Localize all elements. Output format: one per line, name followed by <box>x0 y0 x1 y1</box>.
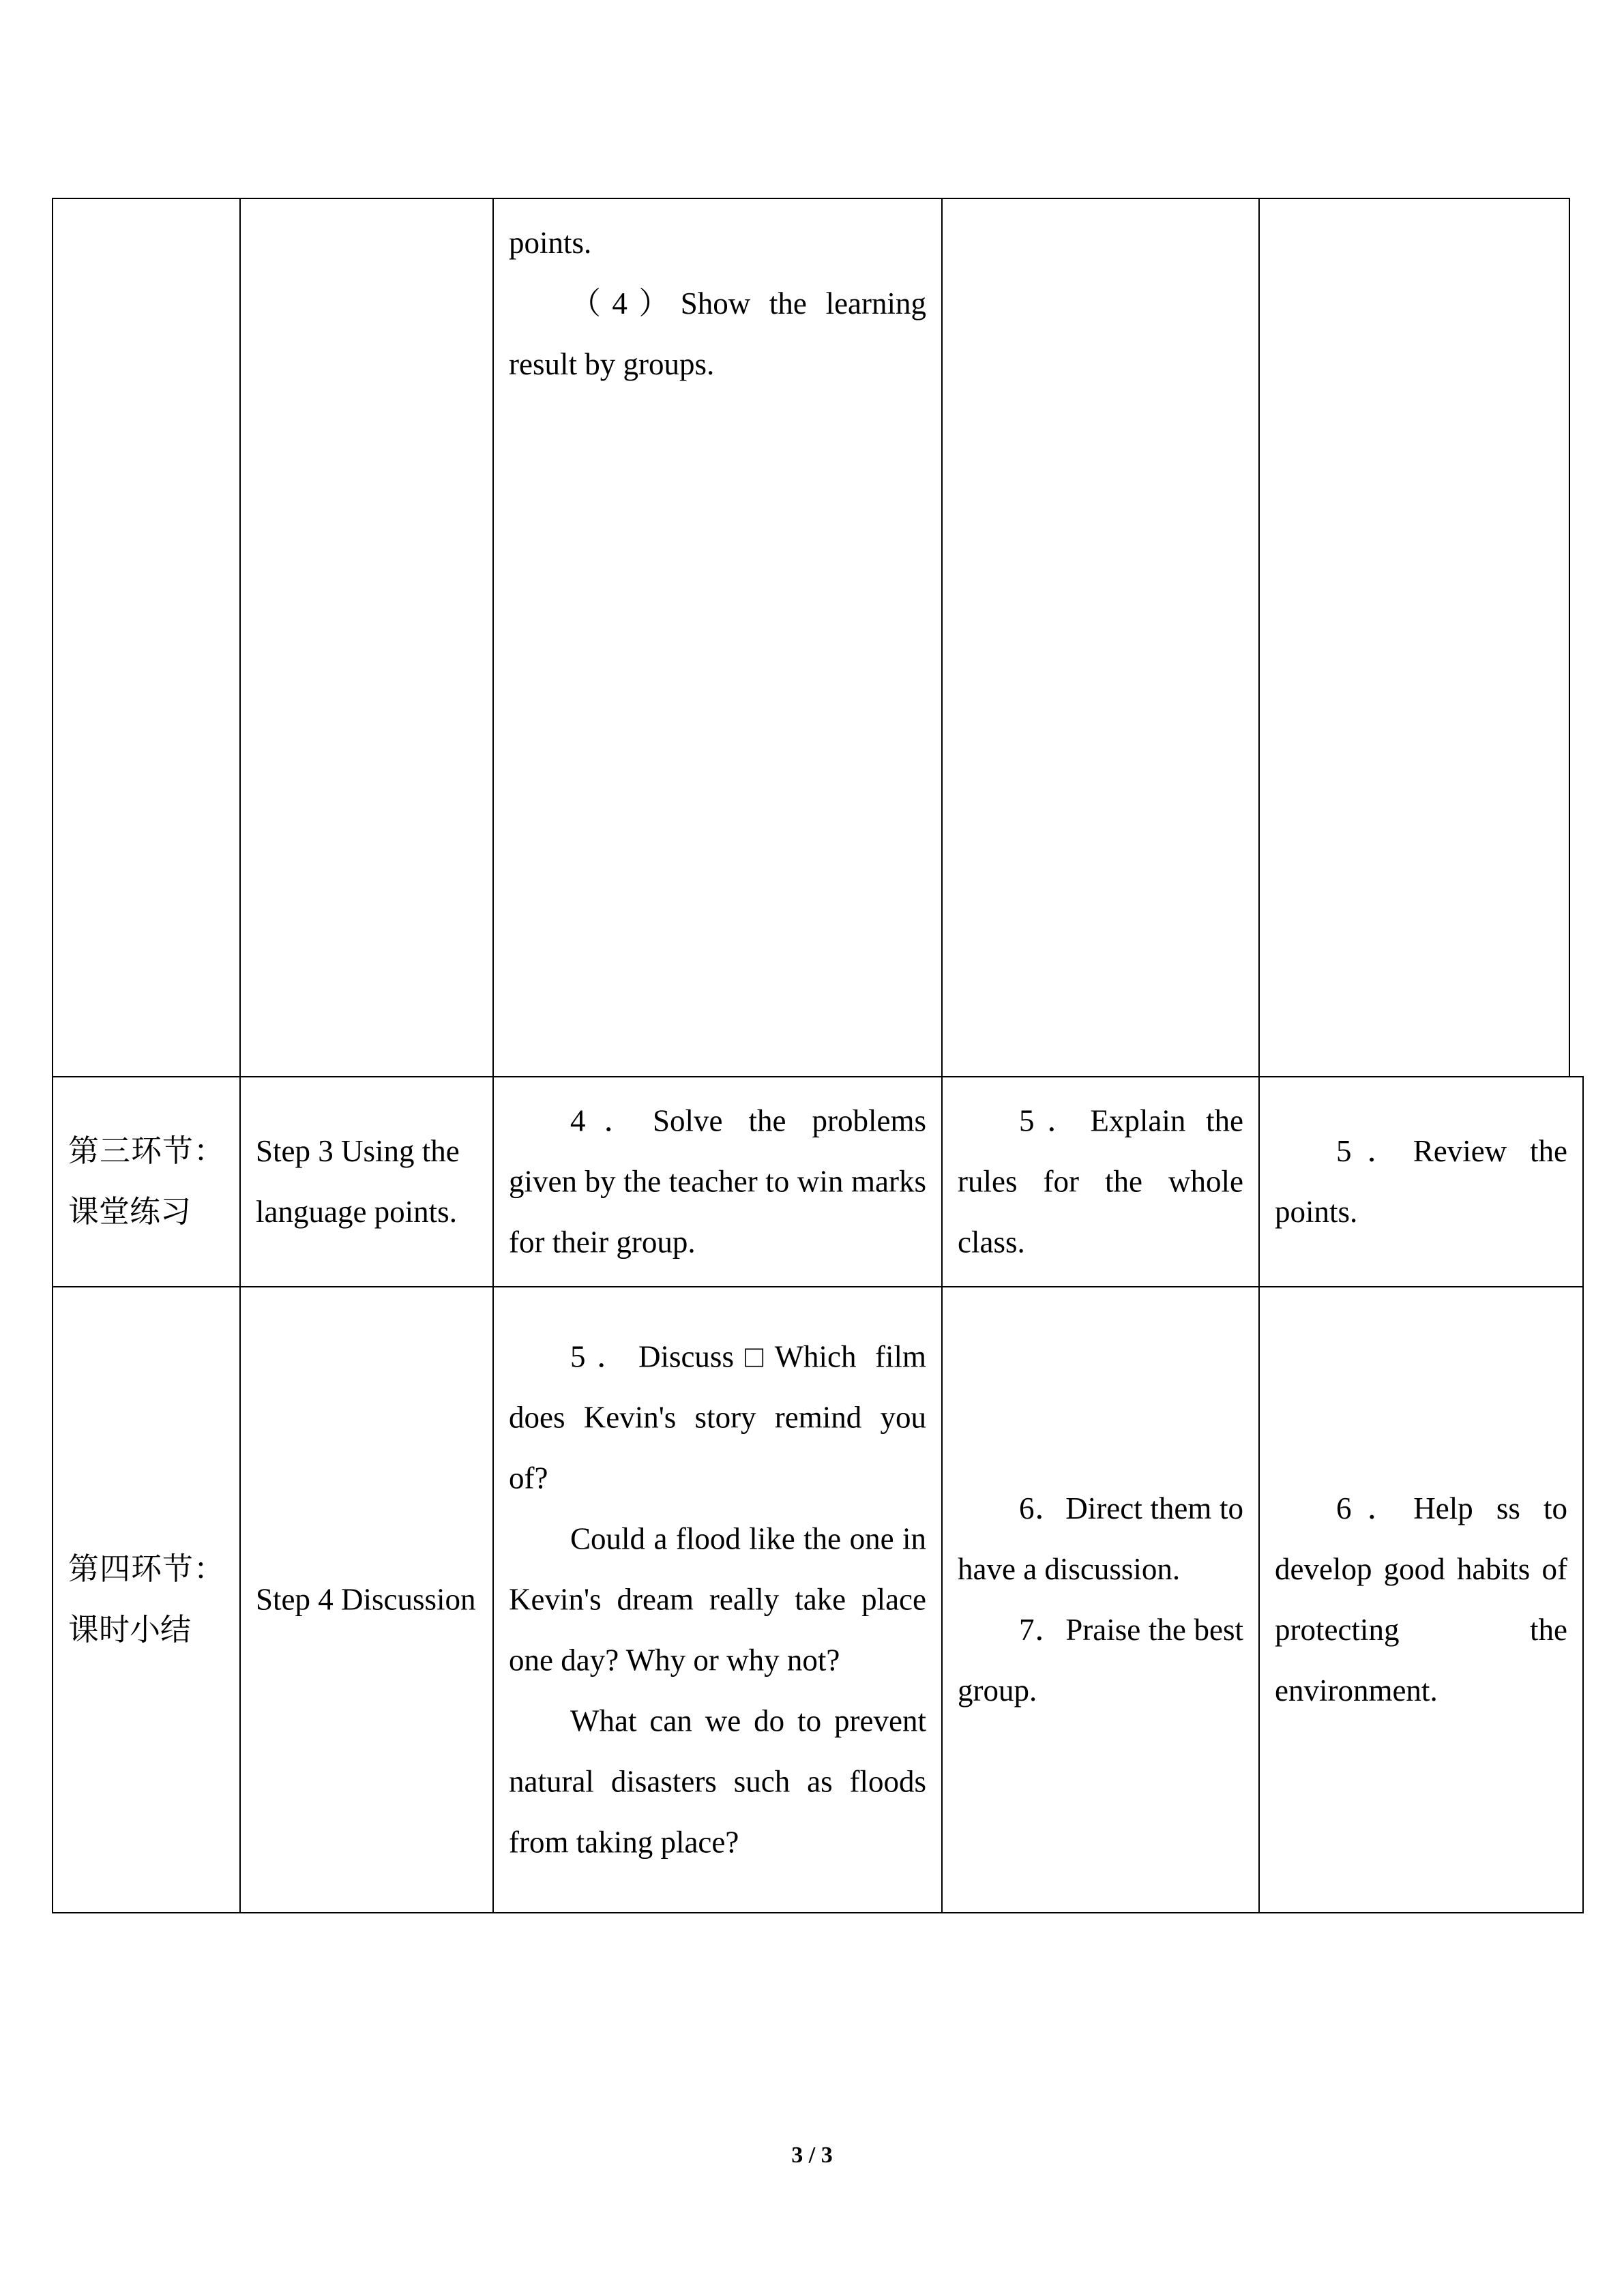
table-cell-student-activity-continued <box>492 198 943 1077</box>
activity-text: Could a flood like the one in Kevin's dream really take place one day? Why or why not? <box>509 1521 926 1678</box>
table-cell-stage-continued <box>52 198 241 1077</box>
activity-text: 6．Direct them to have a discussion. <box>958 1491 1243 1586</box>
table-cell-teacher-activity <box>941 1076 1260 1287</box>
purpose-text: 5．Review the points. <box>1275 1134 1567 1229</box>
activity-text: What can we do to prevent natural disasters such as floods from taking place? <box>509 1703 926 1860</box>
stage-label: 第四环节：课时小结 <box>68 1552 224 1647</box>
purpose-text: 6．Help ss to develop good habits of protecting the environment. <box>1275 1491 1567 1708</box>
table-cell-step-continued <box>239 198 494 1077</box>
table-cell-purpose <box>1258 1076 1584 1287</box>
page-number: 3 / 3 <box>791 2143 833 2168</box>
stage-label: 第三环节：课堂练习 <box>68 1134 224 1229</box>
table-cell-teacher-activity-continued <box>941 198 1260 1077</box>
table-cell-stage <box>52 1076 241 1287</box>
activity-text: points. <box>509 226 592 260</box>
activity-text: 5．Explain the rules for the whole class. <box>958 1103 1243 1259</box>
table-cell-purpose <box>1258 1286 1584 1913</box>
activity-text: 4．Solve the problems given by the teacher to win marks for their group. <box>509 1103 926 1259</box>
table-cell-step <box>239 1286 494 1913</box>
table-cell-student-activity <box>492 1076 943 1287</box>
activity-text: 5．Discuss□Which film does Kevin's story remind you of? <box>509 1339 926 1495</box>
activity-text: 7．Praise the best group. <box>958 1613 1243 1708</box>
table-cell-stage <box>52 1286 241 1913</box>
step-label: Step 4 Discussion <box>256 1582 476 1617</box>
step-label: Step 3 Using the language points. <box>256 1134 460 1229</box>
table-cell-student-activity <box>492 1286 943 1913</box>
table-cell-step <box>239 1076 494 1287</box>
table-cell-purpose-continued <box>1258 198 1570 1077</box>
table-cell-teacher-activity <box>941 1286 1260 1913</box>
activity-text: （4）Show the learning result by groups. <box>509 286 926 381</box>
